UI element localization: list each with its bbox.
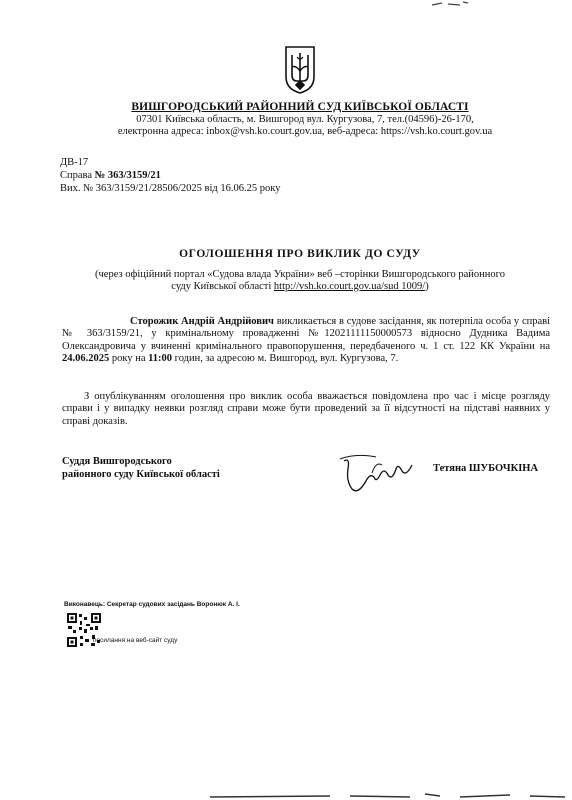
summoned-person-name: Сторожик Андрій Андрійович [130,316,274,327]
scan-mark [430,0,470,8]
notice-subtitle-line-1: (через офіційний портал «Судова влада України» веб –сторінки Вишгородського районного [95,269,505,280]
notice-title: ОГОЛОШЕННЯ ПРО ВИКЛИК ДО СУДУ [179,248,421,260]
subtitle-close: ) [425,281,429,292]
summons-paragraph [62,316,550,365]
case-number [60,170,161,181]
judge-title-line-1: Суддя Вишгородського [62,456,172,467]
coat-of-arms-icon [283,45,317,95]
executor-line: Виконавець: Секретар судових засідань Воронюк А. І. [64,601,240,608]
scan-artifact [210,790,570,800]
subtitle-text: суду Київської області [171,281,274,292]
court-address: 07301 Київська область, м. Вишгород вул. Кургузова, 7, тел.(04596)-26-170, [136,114,474,125]
hearing-date: 24.06.2025 [62,352,110,364]
qr-code-caption: посилання на веб-сайт суду [93,637,178,644]
notice-subtitle-line-2 [60,281,540,292]
hearing-time: 11:00 [148,352,173,364]
judge-title [62,455,220,481]
form-code: ДВ-17 [60,157,89,168]
case-number-value: № 363/3159/21 [94,170,161,181]
summons-text-c: годин, за адресою м. Вишгород, вул. Кургузова, 7. [172,352,399,364]
court-name: ВИШГОРОДСЬКИЙ РАЙОННИЙ СУД КИЇВСЬКОЇ ОБЛАСТІ [131,101,469,113]
outgoing-number: Вих. № 363/3159/21/28506/2025 від 16.06.25 року [60,183,281,194]
summons-text-a: викликається в судове засідання, як потерпіла особа у справі № 363/3159/21, у кримінальному провадженні №12021111150000573 відносно Дудника Вадима Олександровича у вчиненні кримінального правопорушення, передбаченого ч. 1 ст. 122 КК України на [62,316,551,352]
summons-text-b: року на [109,352,149,364]
court-website-link[interactable]: http://vsh.ko.court.gov.ua/sud 1009/ [273,281,426,292]
court-contacts: електронна адреса: inbox@vsh.ko.court.gov.ua, веб-адреса: https://vsh.ko.court.gov.ua [117,126,493,137]
notification-paragraph: З опублікуванням оголошення про виклик особа вважається повідомлена про час і місце розгляду справи і у випадку неявки розгляд справи може бути проведений за її відсутності на підставі наявних у справі доказів. [62,391,550,427]
judge-title-line-2: районного суду Київської області [62,469,220,480]
judge-name: Тетяна ШУБОЧКІНА [433,463,539,474]
case-prefix: Справа [60,170,95,181]
handwritten-signature [336,451,424,497]
